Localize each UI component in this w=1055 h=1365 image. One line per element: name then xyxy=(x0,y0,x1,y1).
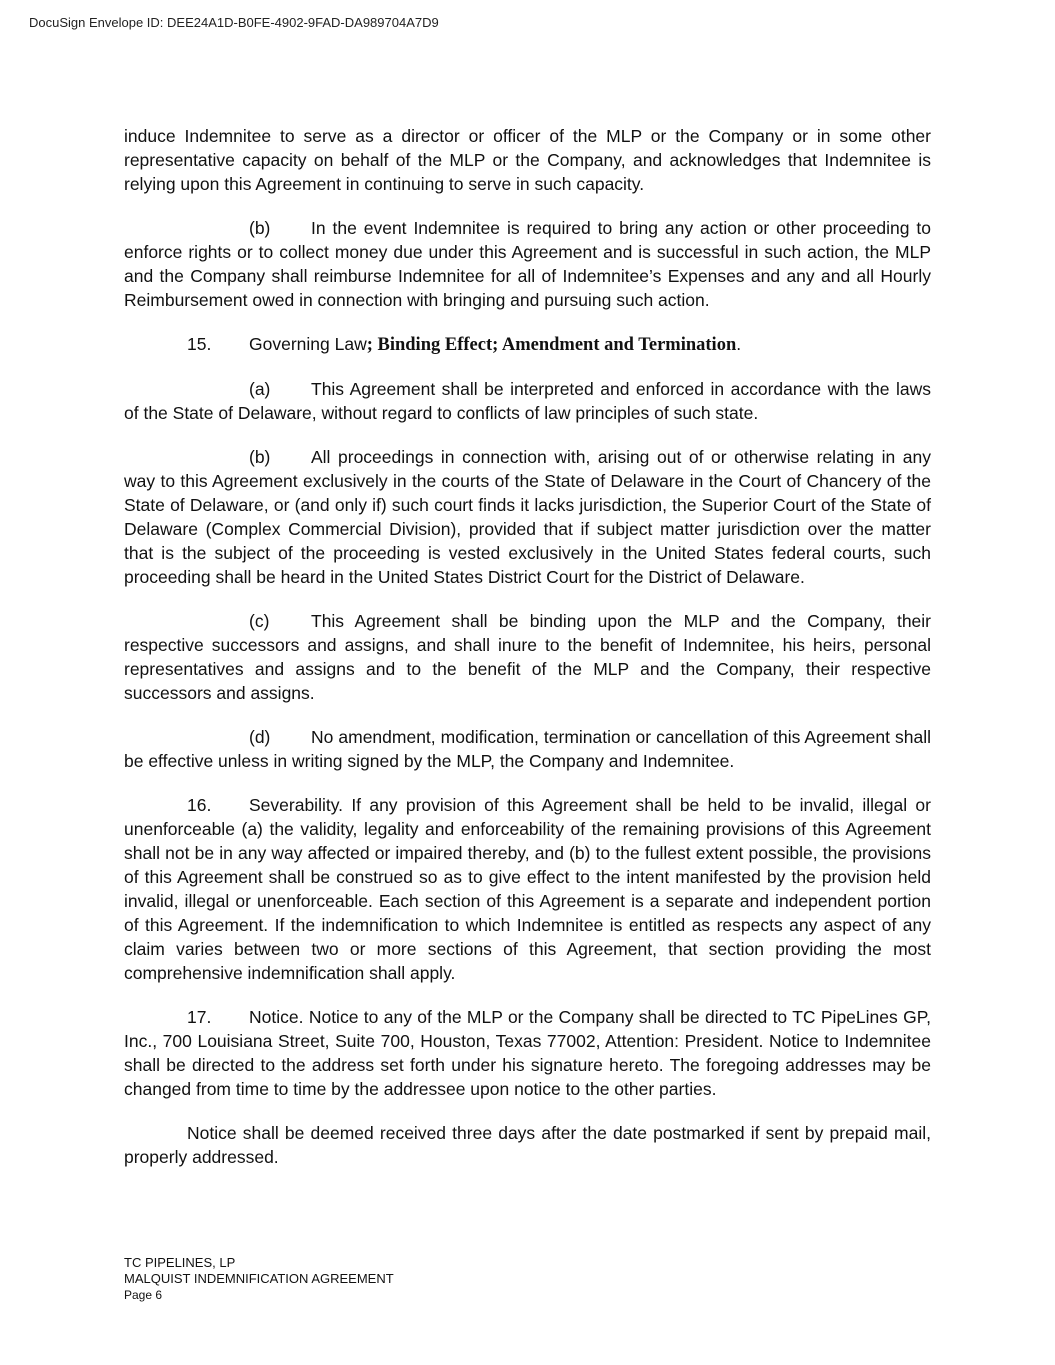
paragraph-15a xyxy=(124,377,931,425)
paragraph-text: No amendment, modification, termination or cancellation of this Agreement shall be effective unless in writing signed by the MLP, the Company and Indemnitee. xyxy=(124,727,931,771)
section-title-part-a: Governing Law xyxy=(249,334,367,354)
paragraph-14b xyxy=(124,216,931,312)
docusign-envelope-id: DocuSign Envelope ID: DEE24A1D-B0FE-4902-9FAD-DA989704A7D9 xyxy=(29,15,439,30)
section-text: Severability. If any provision of this Agreement shall be held to be invalid, illegal or unenforceable (a) the validity, legality and enforceability of the remaining provisions of this Agreement shall not be in any way affected or impaired thereby, and (b) to the fullest extent possible, the provisions of this Agreement shall be construed so as to give effect to the intent manifested by the provision held invalid, illegal or unenforceable. Each section of this Agreement is a separate and independent portion of this Agreement. If the indemnification to which Indemnitee is entitled as respects any aspect of any claim varies between two or more sections of this Agreement, that section providing the most comprehensive indemnification shall apply. xyxy=(124,795,931,983)
paragraph-label: (c) xyxy=(249,611,270,631)
notice-received-paragraph: Notice shall be deemed received three days after the date postmarked if sent by prepaid mail, properly addressed. xyxy=(124,1123,931,1167)
paragraph-15c xyxy=(124,609,931,705)
section-15-heading xyxy=(124,332,931,357)
section-17-notice xyxy=(124,1005,931,1101)
paragraph-label: (b) xyxy=(249,447,271,467)
page-number: Page 6 xyxy=(124,1288,163,1302)
paragraph-text: This Agreement shall be binding upon the MLP and the Company, their respective successors and assigns, and shall inure to the benefit of Indemnitee, his heirs, personal representatives and assigns and to the benefit of the MLP and the Company, their respective successors and assigns. xyxy=(124,611,931,703)
paragraph-15b xyxy=(124,445,931,589)
document-body xyxy=(124,124,931,1189)
paragraph-label: (d) xyxy=(249,727,271,747)
paragraph-text: This Agreement shall be interpreted and enforced in accordance with the laws of the State of Delaware, without regard to conflicts of law principles of such state. xyxy=(124,379,931,423)
paragraph-label: (a) xyxy=(249,379,271,399)
section-number: 16. xyxy=(187,795,212,815)
paragraph-text: In the event Indemnitee is required to bring any action or other proceeding to enforce rights or to collect money due under this Agreement and is successful in such action, the MLP and the Company shall reimburse Indemnitee for all of Indemnitee’s Expenses and any and all Hourly Reimbursement owed in connection with bringing and pursuing such action. xyxy=(124,218,931,310)
section-text: Notice. Notice to any of the MLP or the Company shall be directed to TC PipeLines GP, Inc., 700 Louisiana Street, Suite 700, Houston, Texas 77002, Attention: President. Notice to Indemnitee shall be directed to the address set forth under his signature hereto. The foregoing addresses may be changed from time to time by the addressee upon notice to the other parties. xyxy=(124,1007,931,1099)
paragraph-text: All proceedings in connection with, arising out of or otherwise relating in any way to this Agreement exclusively in the courts of the State of Delaware in the Court of Chancery of the State of Delaware, or (and only if) such court finds it lacks jurisdiction, the Superior Court of the State of Delaware (Complex Commercial Division), provided that if subject matter jurisdiction over the matter that is the subject of the proceeding is vested exclusively in the United States federal courts, such proceeding shall be heard in the United States District Court for the District of Delaware. xyxy=(124,447,931,587)
section-title-end: . xyxy=(736,334,742,354)
section-title-part-b: ; Binding Effect; Amendment and Termination xyxy=(366,335,737,355)
paragraph-label: (b) xyxy=(249,218,271,238)
page-footer xyxy=(124,1255,394,1303)
section-number: 17. xyxy=(187,1007,212,1027)
section-number: 15. xyxy=(187,334,212,354)
footer-document-title: MALQUIST INDEMNIFICATION AGREEMENT xyxy=(124,1271,394,1286)
paragraph-15d xyxy=(124,725,931,773)
section-16-severability xyxy=(124,793,931,985)
footer-company: TC PIPELINES, LP xyxy=(124,1255,236,1270)
continuation-paragraph: induce Indemnitee to serve as a director or officer of the MLP or the Company or in some other representative capacity on behalf of the MLP or the Company, and acknowledges that Indemnitee is relying upon this Agreement in continuing to serve in such capacity. xyxy=(124,126,931,194)
